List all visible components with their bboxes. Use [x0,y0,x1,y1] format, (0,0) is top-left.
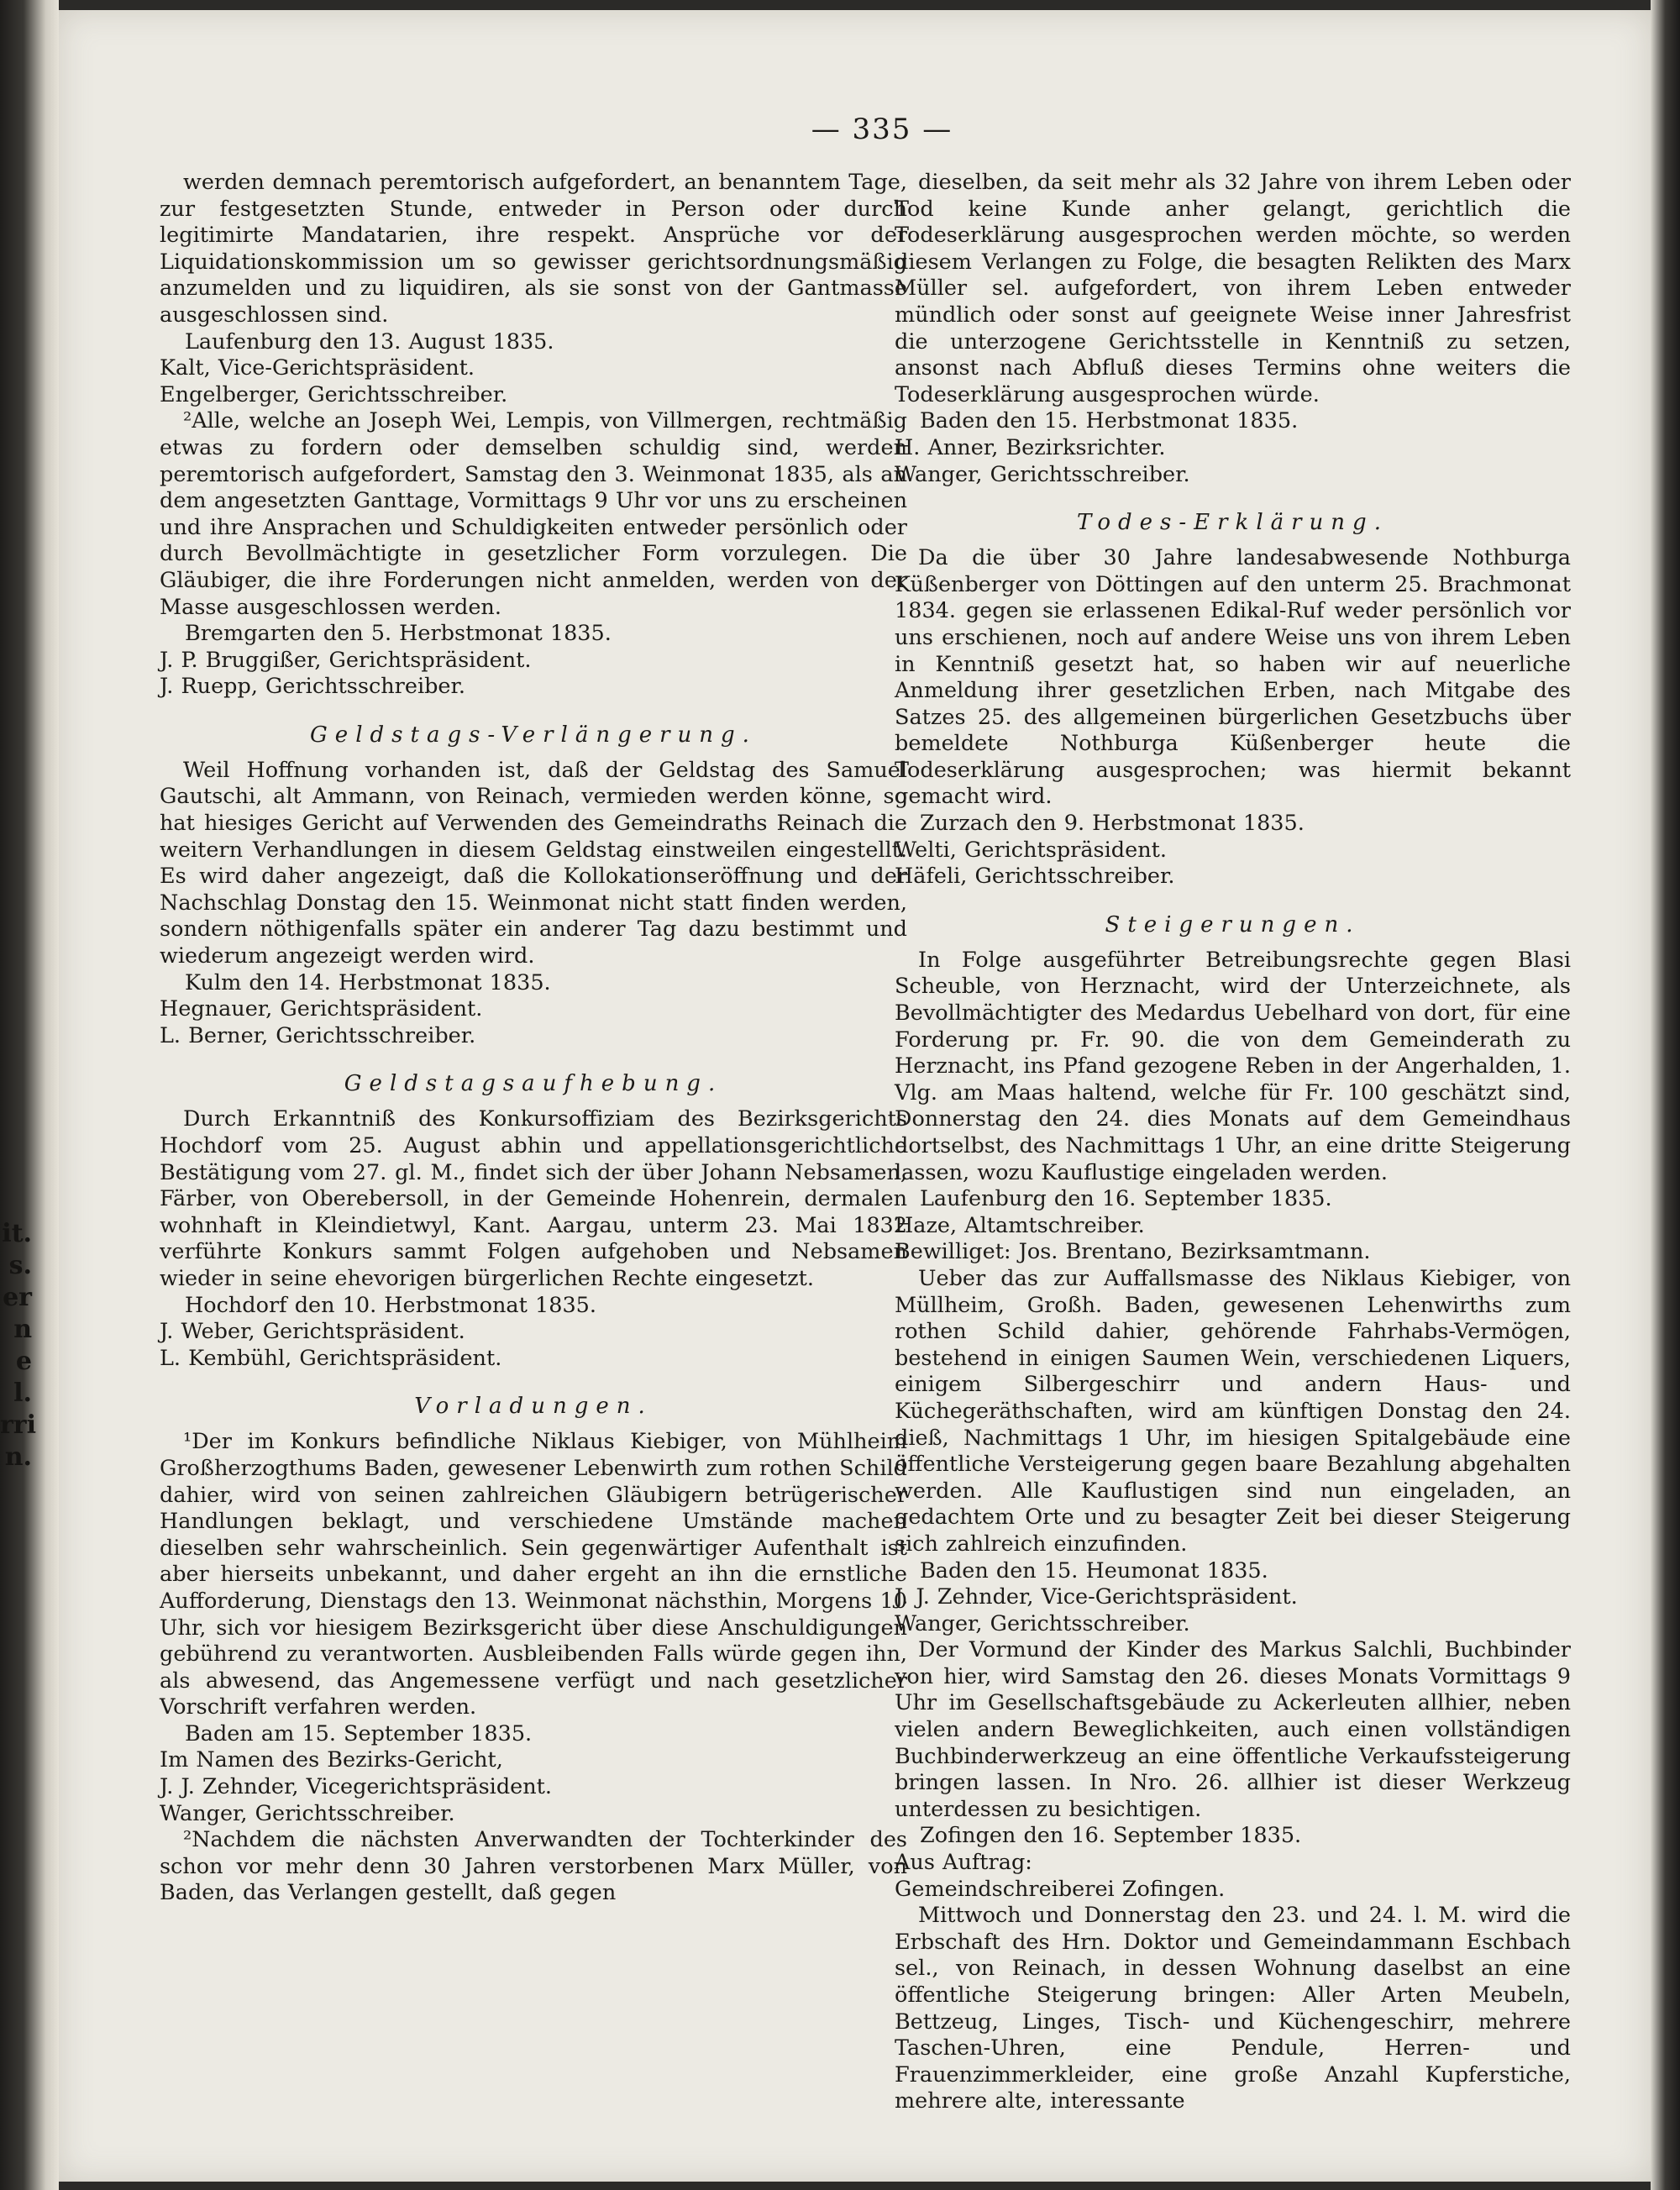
notice-paragraph: Weil Hoffnung vorhanden ist, daß der Geldstag des Samuel Gautschi, alt Ammann, von Reinach, vermieden werden könne, so hat hiesiges Gericht auf Verwenden des Gemeindraths Reinach die weitern Verhandlungen in diesem Geldstag einstweilen eingestellt. Es wird daher angezeigt, daß die Kollokationseröffnung und der Nachschlag Donstag den 15. Weinmonat nicht statt finden werden, sondern nöthigenfalls später ein anderer Tag dazu bestimmt und wiederum angezeigt werden wird. [160,757,907,969]
notice-paragraph: dieselben, da seit mehr als 32 Jahre von ihrem Leben oder Tod keine Kunde anher gelangt, gerichtlich die Todeserklärung ausgesprochen werden möchte, so werden diesem Verlangen zu Folge, die besagten Relikten des Marx Müller sel. aufgefordert, von ihrem Leben entweder mündlich oder sonst auf geeignete Weise inner Jahresfrist die unterzogene Gerichtsstelle in Kenntniß zu setzen, ansonst nach Abfluß dieses Termins ohne weiters die Todeserklärung ausgesprochen würde. [895,170,1571,407]
section-heading: Geldstagsaufhebung. [344,1071,723,1097]
page-number: — 335 — [811,113,953,146]
notice-paragraph: werden demnach peremtorisch aufgefordert, an benanntem Tage, zur festgesetzten Stunde, entweder in Person oder durch legitimirte Mandatarien, ihre respekt. Ansprüche vor der Liquidationskommission um so gewisser gerichtsordnungsmäßig anzumelden und zu liquidiren, als sie sonst von der Gantmasse ausgeschlossen sind. [160,170,907,328]
place-date-line: Laufenburg den 13. August 1835. [185,328,554,354]
section-heading: Steigerungen. [1105,911,1361,937]
signature-line: Im Namen des Bezirks-Gericht, [160,1747,503,1773]
notice-paragraph: Der Vormund der Kinder des Markus Salchli, Buchbinder von hier, wird Samstag den 26. dieses Monats Vormittags 9 Uhr im Gesellschaftsgebäude zu Ackerleuten allhier, neben vielen andern Beweglichkeiten, auch einen vollständigen Buchbinderwerkzeug an eine öffentliche Verkaufssteigerung bringen lassen. In Nro. 26. allhier ist dieser Werkzeug unterdessen zu besichtigen. [895,1637,1571,1822]
signature-line: Gemeindschreiberei Zofingen. [895,1876,1226,1902]
adjacent-page-strip [0,0,59,2190]
signature-line: Engelberger, Gerichtsschreiber. [160,381,508,407]
section-heading: Geldstags-Verlängerung. [310,722,757,748]
place-date-line: Bremgarten den 5. Herbstmonat 1835. [185,621,612,647]
place-date-line: Laufenburg den 16. September 1835. [920,1186,1332,1212]
signature-line: J. Weber, Gerichtspräsident. [160,1319,465,1345]
notice-paragraph: In Folge ausgeführter Betreibungsrechte gegen Blasi Scheuble, von Herznacht, wird der Unterzeichnete, als Bevollmächtigter des Medardus Uebelhard von dort, für eine Forderung pr. Fr. 90. die von dem Gemeinderath zu Herznacht, ins Pfand gezogene Reben in der Angerhalden, 1. Vlg. am Maas haltend, welche für Fr. 100 geschätzt sind, Donnerstag den 24. dies Monats auf dem Gemeindhaus dortselbst, des Nachmittags 1 Uhr, an eine dritte Steigerung lassen, wozu Kauflustige eingeladen werden. [895,947,1571,1185]
signature-line: J. J. Zehnder, Vice-Gerichtspräsident. [895,1584,1298,1610]
signature-line: J. J. Zehnder, Vicegerichtspräsident. [160,1774,553,1800]
notice-paragraph: Ueber das zur Auffallsmasse des Niklaus Kiebiger, von Müllheim, Großh. Baden, gewesenen Lehenwirths zum rothen Schild dahier, gehörende Fahrhabs-Vermögen, bestehend in einigen Saumen Wein, verschiedenen Liquers, einigem Silbergeschirr und andern Haus- und Küchegeräthschaften, wird am künftigen Donstag den 24. dieß, Nachmittags 1 Uhr, im hiesigen Spitalgebäude eine öffentliche Versteigerung gegen baare Bezahlung abgehalten werden. Alle Kauflustigen sind nun eingeladen, an gedachtem Orte und zu besagter Zeit bei dieser Steigerung sich zahlreich einzufinden. [895,1265,1571,1557]
signature-line: Haze, Altamtschreiber. [895,1212,1145,1238]
notice-paragraph: ²Nachdem die nächsten Anverwandten der Tochterkinder des schon vor mehr denn 30 Jahren verstorbenen Marx Müller, von Baden, das Verlangen gestellt, daß gegen [160,1827,907,1906]
section-heading: Todes-Erklärung. [1077,510,1389,536]
notice-paragraph: ¹Der im Konkurs befindliche Niklaus Kiebiger, von Mühlheim Großherzogthums Baden, gewesener Lebenwirth zum rothen Schild dahier, wird von seinen zahlreichen Gläubigern betrügerischer Handlungen beklagt, und verschiedene Umstände machen dieselben sehr wahrscheinlich. Sein gegenwärtiger Aufenthalt ist aber hierseits unbekannt, und daher ergeht an ihn die ernstliche Aufforderung, Dienstags den 13. Weinmonat nächsthin, Morgens 10 Uhr, sich vor hiesigem Bezirksgericht über diese Anschuldigungen gebührend zu verantworten. Ausbleibenden Falls würde gegen ihn, als abwesend, das Angemessene verfügt und nach gesetzlicher Vorschrift verfahren werden. [160,1429,907,1720]
section-heading: Vorladungen. [414,1394,653,1420]
fragment-text: e [15,1347,32,1376]
signature-line: L. Berner, Gerichtsschreiber. [160,1022,476,1048]
place-date-line: Baden den 15. Heumonat 1835. [920,1557,1268,1583]
right-column [895,170,1571,2115]
signature-line: L. Kembühl, Gerichtspräsident. [160,1345,502,1371]
fragment-text: n [13,1315,32,1344]
place-date-line: Baden den 15. Herbstmonat 1835. [920,408,1299,434]
signature-line: Wanger, Gerichtsschreiber. [895,461,1190,487]
signature-line: Wanger, Gerichtsschreiber. [160,1800,455,1826]
newspaper-page [59,10,1651,2182]
fragment-text: n. [4,1442,32,1472]
left-column [160,170,907,1907]
approval-note: Bewilliget: Jos. Brentano, Bezirksamtmann. [895,1239,1371,1265]
notice-paragraph: Mittwoch und Donnerstag den 23. und 24. l. M. wird die Erbschaft des Hrn. Doktor und Gemeindammann Eschbach sel., von Reinach, in dessen Wohnung daselbst an eine öffentliche Steigerung bringen: Aller Arten Meubeln, Bettzeug, Linges, Tisch- und Küchengeschirr, mehrere Taschen-Uhren, eine Pendule, Herren- und Frauenzimmerkleider, eine große Anzahl Kupferstiche, mehrere alte, interessante [895,1903,1571,2114]
notice-paragraph: Da die über 30 Jahre landesabwesende Nothburga Küßenberger von Döttingen auf den unterm 25. Brachmonat 1834. gegen sie erlassenen Edikal-Ruf weder persönlich vor uns erschienen, noch auf andere Weise uns von ihrem Leben in Kenntniß gesetzt hat, so haben wir auf neuerliche Anmeldung ihrer gesetzlichen Erben, nach Mitgabe des Satzes 25. des allgemeinen bürgerlichen Gesetzbuchs über bemeldete Nothburga Küßenberger heute die Todeserklärung ausgesprochen; was hiermit bekannt gemacht wird. [895,545,1571,810]
signature-line: H. Anner, Bezirksrichter. [895,434,1166,460]
signature-line: Häfeli, Gerichtsschreiber. [895,864,1175,890]
place-date-line: Hochdorf den 10. Herbstmonat 1835. [185,1292,596,1318]
fragment-text: rri [0,1410,37,1440]
signature-line: Wanger, Gerichtsschreiber. [895,1610,1190,1636]
signature-line: Kalt, Vice-Gerichtspräsident. [160,355,475,381]
place-date-line: Zofingen den 16. September 1835. [920,1823,1302,1849]
place-date-line: Baden am 15. September 1835. [185,1720,533,1746]
signature-line: J. P. Bruggißer, Gerichtspräsident. [160,647,532,673]
place-date-line: Kulm den 14. Herbstmonat 1835. [185,969,551,995]
notice-paragraph: Durch Erkanntniß des Konkursoffiziam des Bezirksgerichts Hochdorf vom 25. August abhin und appellationsgerichtliche Bestätigung vom 27. gl. M., findet sich der über Johann Nebsamen, Färber, von Oberebersoll, in der Gemeinde Hohenrein, dermalen wohnhaft in Kleindietwyl, Kant. Aargau, unterm 23. Mai 1832 verführte Konkurs sammt Folgen aufgehoben und Nebsamen wieder in seine ehevorigen bürgerlichen Rechte eingesetzt. [160,1106,907,1291]
signature-line: J. Ruepp, Gerichtsschreiber. [160,674,466,700]
signature-line: Hegnauer, Gerichtspräsident. [160,996,483,1022]
notice-paragraph: ²Alle, welche an Joseph Wei, Lempis, von Villmergen, rechtmäßig etwas zu fordern oder demselben schuldig sind, werden peremtorisch aufgefordert, Samstag den 3. Weinmonat 1835, als an dem angesetzten Ganttage, Vormittags 9 Uhr vor uns zu erscheinen und ihre Ansprachen und Schuldigkeiten entweder persönlich oder durch Bevollmächtigte in gesetzlicher Form vorzulegen. Die Gläubiger, die ihre Forderungen nicht anmelden, werden von der Masse ausgeschlossen werden. [160,408,907,620]
page-edge-shadow [1651,0,1680,2190]
fragment-text: s. [8,1251,32,1280]
fragment-text: it. [2,1219,32,1248]
fragment-text: l. [13,1379,32,1408]
place-date-line: Zurzach den 9. Herbstmonat 1835. [920,811,1305,837]
adjacent-page-fragments [0,1218,37,1473]
fragment-text: er [3,1283,32,1312]
signature-line: Aus Auftrag: [895,1850,1032,1876]
signature-line: Welti, Gerichtspräsident. [895,837,1167,863]
